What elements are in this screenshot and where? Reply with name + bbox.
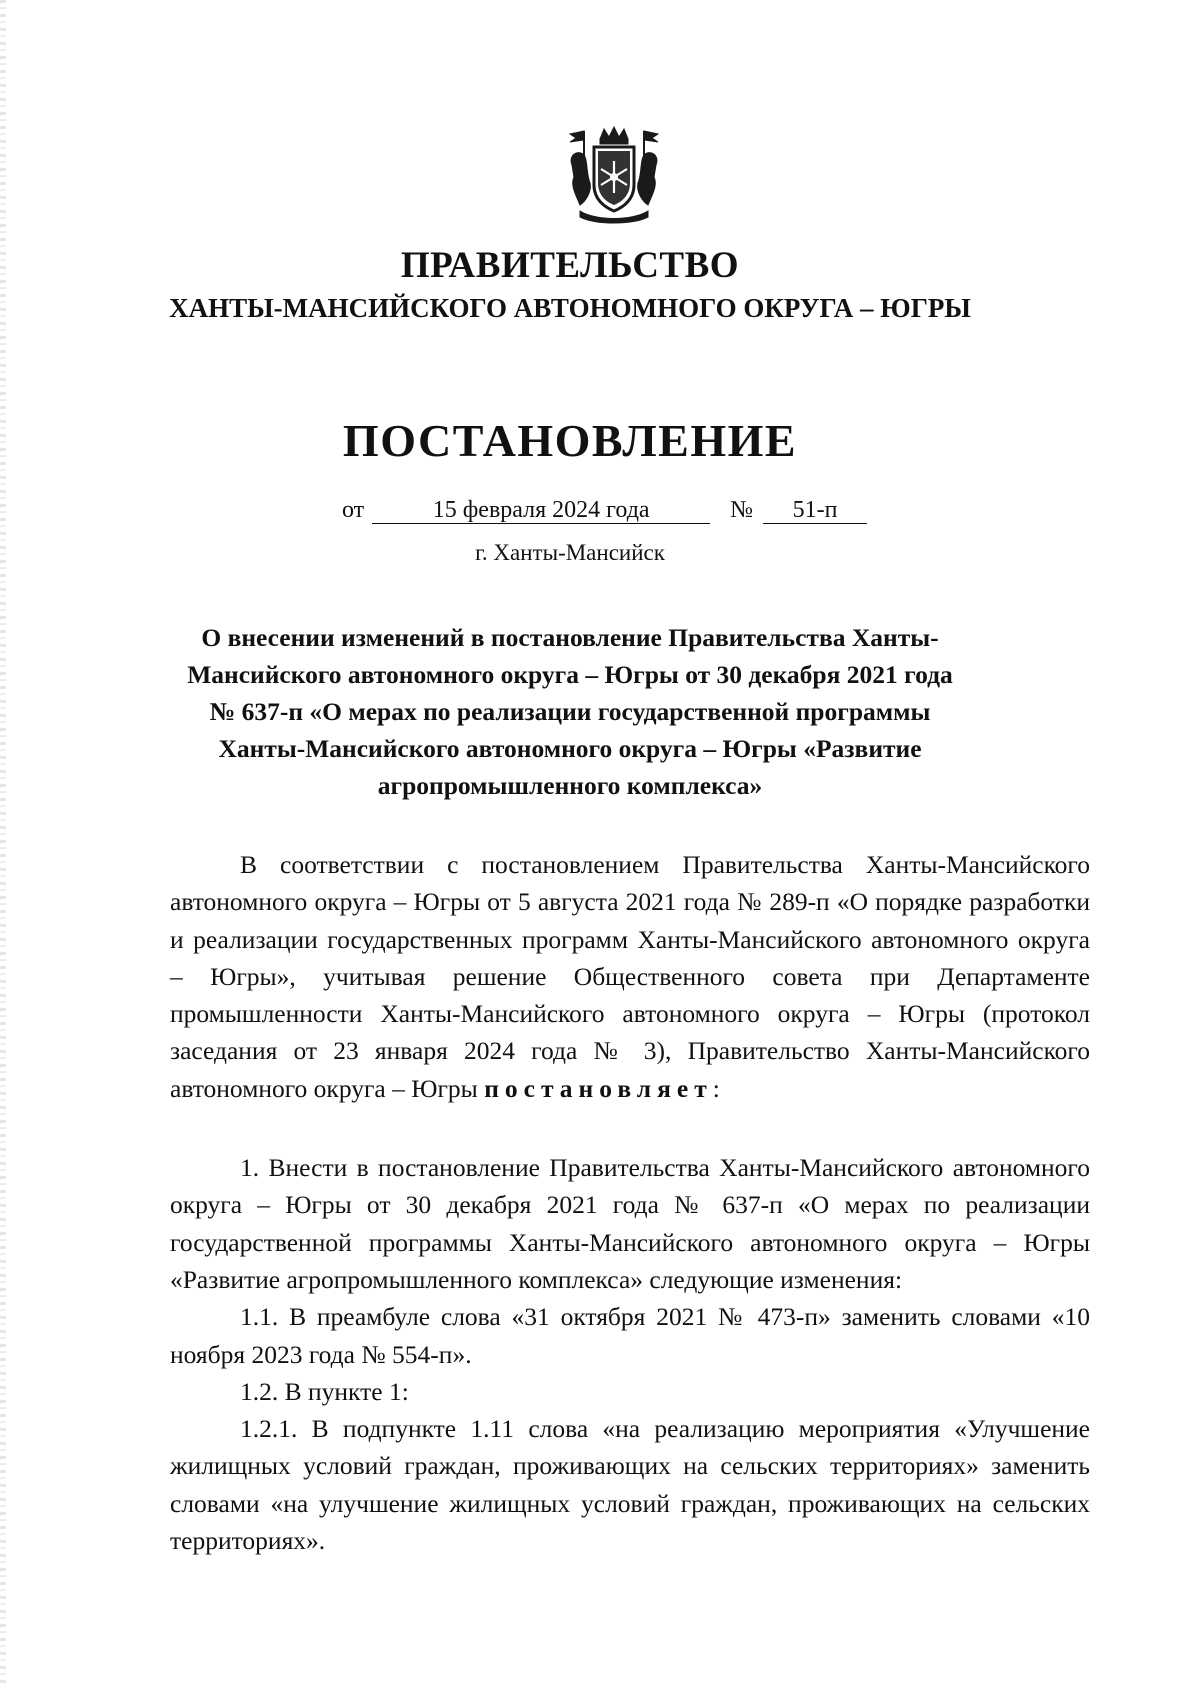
date-number-line xyxy=(342,497,867,524)
document-type-heading: ПОСТАНОВЛЕНИЕ xyxy=(342,415,798,466)
resolves-word: постановляет xyxy=(484,1073,713,1103)
document-city: г. Ханты-Мансийск xyxy=(475,540,665,565)
coat-of-arms-emblem xyxy=(562,125,666,225)
document-date: 15 февраля 2024 года xyxy=(372,497,710,524)
item-1-2-1: 1.2.1. В подпункте 1.11 слова «на реализацию мероприятия «Улучшение жилищных условий граждан, проживающих на сельских территориях» заменить словами «на улучшение жилищных условий граждан, проживающих на сельских территориях». xyxy=(170,1414,1090,1556)
item-1-1: 1.1. В преамбуле слова «31 октября 2021 № 473-п» заменить словами «10 ноября 2023 года № 554-п». xyxy=(170,1302,1090,1369)
date-prefix: от xyxy=(342,497,365,523)
item-1-2: 1.2. В пункте 1: xyxy=(240,1376,409,1406)
document-body xyxy=(170,846,1090,1559)
document-number: 51-п xyxy=(763,497,867,524)
item-1: 1. Внести в постановление Правительства Ханты-Мансийского автономного округа – Югры от 30 декабря 2021 года № 637-п «О мерах по реализации государственной программы Ханты-Мансийского автономного округа – Югры «Развитие агропромышленного комплекса» следующие изменения: xyxy=(170,1153,1090,1294)
resolves-suffix: : xyxy=(712,1073,720,1103)
government-title: ПРАВИТЕЛЬСТВО xyxy=(400,245,740,286)
document-subject: О внесении изменений в постановление Правительства Ханты-Мансийского автономного округа – Югры от 30 декабря 2021 года № 637-п «О мерах по реализации государственной программы Ханты-Мансийского автономного округа – Югры «Развитие агропромышленного комплекса» xyxy=(187,623,953,800)
preamble-paragraph xyxy=(170,846,1090,1107)
preamble-text: В соответствии с постановлением Правительства Ханты-Мансийского автономного округа – Югры от 5 августа 2021 года № 289-п «О порядке разработки и реализации государственных программ Ханты-Мансийского автономного округа – Югры», учитывая решение Общественного совета при Департаменте промышленности Ханты-Мансийского автономного округа – Югры (протокол заседания от 23 января 2024 года № 3), Правительство Ханты-Мансийского автономного округа – Югры xyxy=(170,850,1090,1103)
region-title: ХАНТЫ-МАНСИЙСКОГО АВТОНОМНОГО ОКРУГА – ЮГРЫ xyxy=(169,293,971,323)
number-label: № xyxy=(730,497,754,523)
